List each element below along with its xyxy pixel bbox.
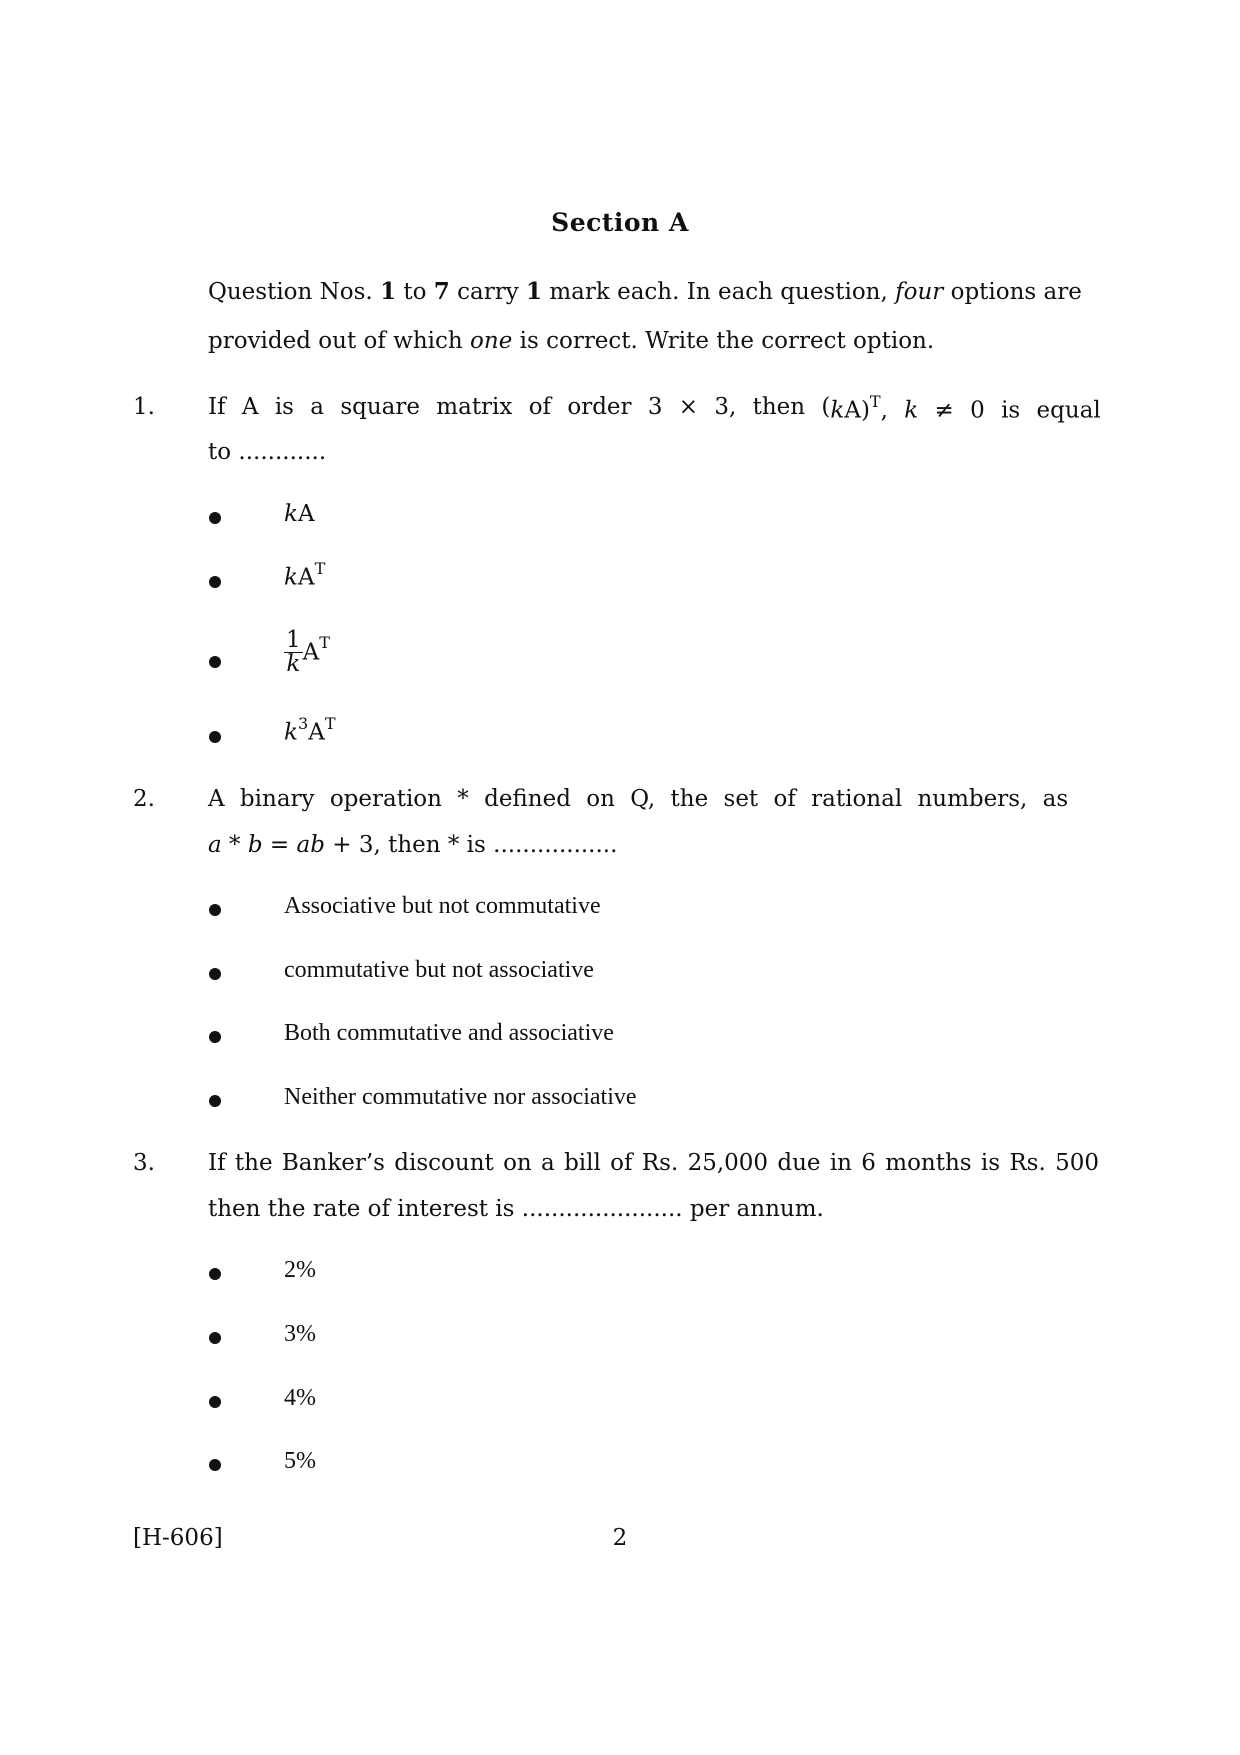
bullet-icon — [209, 1095, 221, 1107]
option-q2-c[interactable]: Both commutative and associative — [284, 1020, 614, 1046]
intro-text: to — [396, 279, 434, 305]
question-number: 1. — [133, 394, 155, 420]
option-q3-b[interactable]: 3% — [284, 1321, 316, 1347]
intro-one: one — [470, 328, 513, 354]
bullet-icon — [209, 656, 221, 668]
question-1-line-2: to ............ — [208, 439, 327, 465]
var-a: a — [208, 832, 222, 858]
option-text: A — [297, 501, 315, 527]
section-title: Section A — [551, 208, 689, 237]
var-k: k — [284, 501, 298, 527]
option-text: A — [302, 639, 320, 666]
intro-text: options are — [943, 279, 1082, 305]
bullet-icon — [209, 1268, 221, 1280]
question-text: + 3, then * is ................. — [324, 832, 618, 858]
question-1-math — [830, 394, 1100, 424]
intro-text: is correct. Write the correct option. — [512, 328, 935, 354]
bullet-icon — [209, 1332, 221, 1344]
intro-text: Question Nos. — [208, 279, 381, 305]
question-number: 3. — [133, 1150, 155, 1176]
question-2-line-2 — [208, 832, 1112, 858]
bullet-icon — [209, 1459, 221, 1471]
question-text: = — [262, 832, 297, 858]
option-q2-a[interactable]: Associative but not commutative — [284, 893, 601, 919]
bullet-icon — [209, 968, 221, 980]
fraction-denominator: k — [286, 651, 301, 677]
bullet-icon — [209, 1031, 221, 1043]
intro-four: four — [895, 279, 944, 305]
transpose-sup: T — [319, 633, 331, 653]
fraction — [284, 629, 303, 676]
option-q2-b[interactable]: commutative but not associative — [284, 957, 594, 983]
question-text: * — [221, 832, 248, 858]
instructions-line-2 — [208, 328, 1112, 354]
option-text: A — [308, 719, 325, 746]
question-3-line-2: then the rate of interest is ...................... per annum. — [208, 1196, 824, 1222]
instructions-line-1 — [208, 278, 1112, 305]
option-q2-d[interactable]: Neither commutative nor associative — [284, 1084, 637, 1110]
transpose-sup: T — [869, 392, 881, 412]
transpose-sup: T — [314, 559, 326, 579]
bullet-icon — [209, 512, 221, 524]
option-q1-c[interactable] — [284, 629, 330, 676]
question-text: ≠ 0 is equal — [918, 397, 1101, 424]
var-k: k — [830, 397, 845, 424]
option-q1-b[interactable] — [284, 561, 325, 591]
option-q3-d[interactable]: 5% — [284, 1448, 316, 1474]
intro-num-7: 7 — [433, 278, 450, 305]
intro-text: mark each. In each question, — [542, 279, 896, 305]
question-text: , — [880, 397, 905, 424]
question-text: If A is a square matrix of order 3 × 3, then ( — [208, 394, 831, 420]
option-q3-c[interactable]: 4% — [284, 1385, 316, 1411]
option-text: A — [297, 564, 315, 591]
transpose-sup: T — [324, 714, 336, 734]
fraction-numerator: 1 — [286, 627, 301, 653]
power-sup: 3 — [297, 714, 309, 734]
var-ab: ab — [296, 832, 325, 858]
var-b: b — [247, 832, 263, 858]
question-2-line-1: A binary operation * defined on Q, the set of rational numbers, as — [208, 786, 1069, 812]
bullet-icon — [209, 1396, 221, 1408]
bullet-icon — [209, 731, 221, 743]
bullet-icon — [209, 576, 221, 588]
page-number: 2 — [612, 1525, 628, 1551]
option-q3-a[interactable]: 2% — [284, 1257, 316, 1283]
question-number: 2. — [133, 786, 155, 812]
intro-num-1: 1 — [380, 278, 397, 305]
bullet-icon — [209, 904, 221, 916]
intro-text: carry — [449, 279, 527, 305]
var-k: k — [904, 397, 919, 424]
var-k: k — [284, 564, 298, 591]
var-k: k — [284, 719, 298, 746]
option-q1-d[interactable] — [284, 716, 336, 746]
paper-code: [H-606] — [133, 1525, 223, 1551]
intro-marks: 1 — [526, 278, 543, 305]
question-3-line-1: If the Banker’s discount on a bill of Rs. 25,000 due in 6 months is Rs. 500 — [208, 1150, 1100, 1176]
question-text: A) — [844, 397, 870, 424]
intro-text: provided out of which — [208, 328, 471, 354]
option-q1-a[interactable] — [284, 501, 315, 527]
